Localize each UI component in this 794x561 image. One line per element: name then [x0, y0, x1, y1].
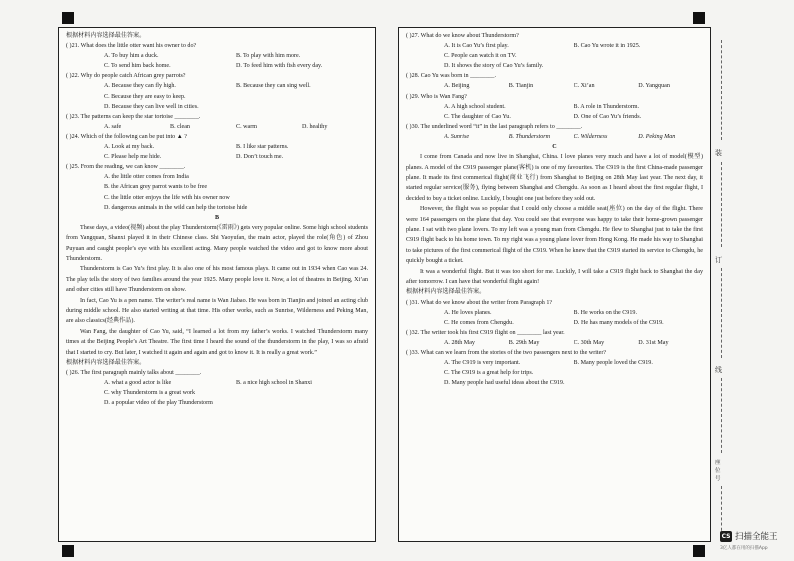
- option: A. Sunrise: [444, 133, 470, 140]
- scanner-tagline: 3亿人都在用的扫描App: [720, 546, 768, 551]
- options-row: [406, 318, 703, 328]
- instruction: 根据材料内容选择最佳答案。: [406, 289, 486, 296]
- passage-b: [66, 223, 368, 358]
- binding-line: [721, 40, 722, 140]
- instruction: 根据材料内容选择最佳答案。: [66, 33, 146, 39]
- paragraph: These days, a video(视频) about the play Thunderstorm(《雷雨》) gets very popular online. Some high school students from Yangquan, Shanxi played it in their Chinese class. Shi Yaoyufan, the main actor, played the role(角色) of Zhou Puyuan and caught people’s eye with his excellent acting. Many people watched the video and got to know more about Thunderstorm.: [66, 224, 368, 262]
- options-row: [406, 41, 703, 51]
- option: D. It shows the story of Cao Yu’s family.: [444, 63, 544, 70]
- options-row: [66, 122, 368, 132]
- option: A. A high school student.: [444, 103, 506, 110]
- option: C. People can watch it on TV.: [444, 53, 517, 60]
- left-page: [58, 27, 376, 542]
- option: B. clean: [170, 123, 190, 130]
- scanner-app-name: 扫描全能王: [735, 532, 778, 542]
- options-row: [406, 102, 703, 112]
- binding-char: 订: [715, 256, 722, 264]
- corner-mark-tl: [62, 12, 74, 24]
- options-row: [406, 112, 703, 122]
- options-row: [66, 61, 368, 71]
- option: A. safe: [104, 123, 122, 130]
- option: A. Beijing: [444, 83, 470, 90]
- option: A. 28th May: [444, 339, 475, 346]
- options-row: [406, 338, 703, 348]
- passage-c: [406, 152, 703, 287]
- option: B. the African grey parrot wants to be free: [104, 184, 208, 191]
- option: B. a nice high school in Shanxi: [236, 380, 312, 387]
- question-22: ( )22. Why do people catch African grey parrots?: [66, 73, 186, 80]
- option: C. why Thunderstorm is a great work: [104, 390, 196, 397]
- question-29: ( )29. Who is Wan Fang?: [406, 93, 467, 100]
- question-27: ( )27. What do we know about Thunderstorm?: [406, 33, 519, 39]
- options-row: [66, 378, 368, 388]
- seat-number-label: 座: [715, 460, 721, 466]
- binding-line: [721, 378, 722, 453]
- question-26: ( )26. The first paragraph mainly talks about ________.: [66, 370, 202, 377]
- question-31: ( )31. What do we know about the writer from Paragraph 1?: [406, 299, 553, 306]
- option: C. 30th May: [573, 339, 605, 346]
- option: A. what a good actor is like: [104, 380, 172, 387]
- binding-char: 线: [715, 366, 722, 374]
- option: D. Yangquan: [638, 83, 670, 90]
- option: D. Many people had useful ideas about the C919.: [444, 380, 565, 387]
- paragraph: I come from Canada and now live in Shanghai, China. I love planes very much and have a lot of model(模型) planes. A model of the C919 passenger plane(客机) is one of my favourites. The C919 is the first China-made passenger plane. It made its first commerical flight(商业飞行) from Shanghai to Beijing on 28th May last year. The next day, it started regular service(服务), flying between Shanghai and Chengdu. As soon as I heard about the first regular flight, I decided to buy a ticket online. Luckily, I bought one just before they sold out.: [406, 154, 703, 202]
- option: A. the little otter comes from India: [104, 174, 189, 181]
- question-28: ( )28. Cao Yu was born in ________.: [406, 73, 496, 80]
- options-row: [66, 51, 368, 61]
- options-row: [66, 142, 368, 152]
- option: B. A role in Thunderstorm.: [573, 103, 640, 110]
- option: D. Because they can live well in cities.: [104, 103, 199, 110]
- question-30: ( )30. The underlined word “it” in the last paragraph refers to ________.: [406, 123, 583, 130]
- question-23: ( )23. The patterns can keep the star tortoise ________.: [66, 113, 201, 120]
- option: C. Wilderness: [573, 133, 608, 140]
- option: C. To send him back home.: [104, 63, 171, 70]
- option: C. warm: [236, 123, 257, 130]
- section-b-heading: B: [214, 214, 220, 221]
- option: D. Don’t touch me.: [236, 154, 284, 161]
- option: A. To buy him a duck.: [104, 53, 159, 60]
- option: A. Because they can fly high.: [104, 83, 176, 90]
- option: B. Tianjin: [508, 83, 534, 90]
- question-21: ( )21. What does the little otter want his owner to do?: [66, 43, 197, 50]
- seat-number-label: 号: [715, 476, 721, 482]
- right-page: [398, 27, 711, 542]
- question-25: ( )25. From the reading, we can know ________.: [66, 164, 186, 171]
- options-row: [66, 152, 368, 162]
- option: B. Because they can sing well.: [236, 83, 311, 90]
- option: C. Xi’an: [573, 83, 595, 90]
- paragraph: Thunderstorm is Cao Yu’s first play. It is also one of his most famous plays. It came out in 1934 when Cao was 24. The play tells the story of two families around the year 1925. Many people love it. Now, a lot of theatres in Beijing, Xi’an and other cities still have Thunderstorm on show.: [66, 266, 368, 294]
- instruction: 根据材料内容选择最佳答案。: [66, 360, 146, 367]
- option: B. I like star patterns.: [236, 144, 289, 151]
- option: B. Cao Yu wrote it in 1925.: [573, 43, 641, 50]
- paragraph: However, the flight was so popular that I could only choose a middle seat(座位) on the day of the flight. There were 164 passengers on the plane that day. You could see that everyone was happy to take their home-grown passenger plane. I sat with two plane lovers. To my left was a young man from Chengdu. He flew to Shanghai just to take the first C919 flight back to his home town. To my right was a young plane lover from Hong Kong. He made his way to Shanghai to take pictures of the first commerical flight of the C919. When he knew that the C919 started its service to Chengdu, he quickly bought a ticket.: [406, 206, 703, 265]
- binding-line: [721, 486, 722, 536]
- option: B. He works on the C919.: [573, 309, 637, 316]
- question-33: ( )33. What can we learn from the stories of the two passengers next to the writer?: [406, 349, 607, 356]
- option: D. One of Cao Yu’s friends.: [573, 113, 642, 120]
- option: C. The C919 is a great help for trips.: [444, 370, 534, 377]
- option: C. He comes from Chengdu.: [444, 319, 514, 326]
- question-32: ( )32. The writer took his first C919 flight on ________ last year.: [406, 329, 565, 336]
- corner-mark-br: [693, 545, 705, 557]
- options-row: [406, 358, 703, 368]
- option: B. 29th May: [508, 339, 540, 346]
- option: B. Thunderstorm: [508, 133, 551, 140]
- paragraph: Wan Fang, the daughter of Cao Yu, said, “I learned a lot from my father’s works. I watched Thunderstorm many times at the Beijing People’s Art Theatre. The first time I heard the sound of the thunderstorm in the play, I was so afraid that I started to cry. But later, I watched it again and again and got to know it. It is really a great work.”: [66, 328, 368, 356]
- option: D. 31st May: [638, 339, 669, 346]
- option: D. a popular video of the play Thunderstorm: [104, 400, 213, 407]
- options-row: [66, 81, 368, 91]
- binding-line: [721, 268, 722, 358]
- seat-number-label: 位: [715, 468, 721, 474]
- option: D. dangerous animals in the wild can help the tortoise hide: [104, 204, 248, 211]
- option: C. The daughter of Cao Yu.: [444, 113, 511, 120]
- option: C. Because they are easy to keep.: [104, 93, 186, 100]
- binding-char: 装: [715, 149, 722, 157]
- scanner-watermark: [720, 530, 790, 554]
- option: D. To feed him with fish every day.: [236, 63, 323, 70]
- question-24: ( )24. Which of the following can be put into ▲ ?: [66, 133, 187, 140]
- option: D. Peking Man: [638, 133, 676, 140]
- options-row: [406, 81, 703, 91]
- option: A. It is Cao Yu’s first play.: [444, 43, 509, 50]
- option: B. To play with him more.: [236, 53, 301, 60]
- scanner-logo-icon: CS: [721, 533, 731, 540]
- option: D. healthy: [302, 123, 328, 130]
- options-row: [406, 132, 703, 142]
- section-c-heading: C: [552, 144, 557, 151]
- corner-mark-bl: [62, 545, 74, 557]
- option: A. The C919 is very important.: [444, 360, 521, 367]
- option: B. Many people loved the C919.: [573, 360, 653, 367]
- option: A. He loves planes.: [444, 309, 492, 316]
- option: D. He has many models of the C919.: [573, 319, 664, 326]
- option: C. Please help me hide.: [104, 154, 162, 161]
- corner-mark-tr: [693, 12, 705, 24]
- paragraph: It was a wonderful flight. But it was too short for me. Luckily, I will take a C919 flight back to Shanghai the day after tomorrow. I can have that wonderful flight again!: [406, 268, 703, 285]
- paragraph: In fact, Cao Yu is a pen name. The writer’s real name is Wan Jiabao. He was born in Tianjin and joined an acting club during middle school. He also started writing at that time. His other works, such as Sunrise, Wilderness and Peking Man, are also classics(经典作品).: [66, 297, 368, 325]
- options-row: [406, 308, 703, 318]
- option: A. Look at my back.: [104, 144, 155, 151]
- binding-line: [721, 162, 722, 247]
- option: C. the little otter enjoys the life with his owner now: [104, 194, 230, 201]
